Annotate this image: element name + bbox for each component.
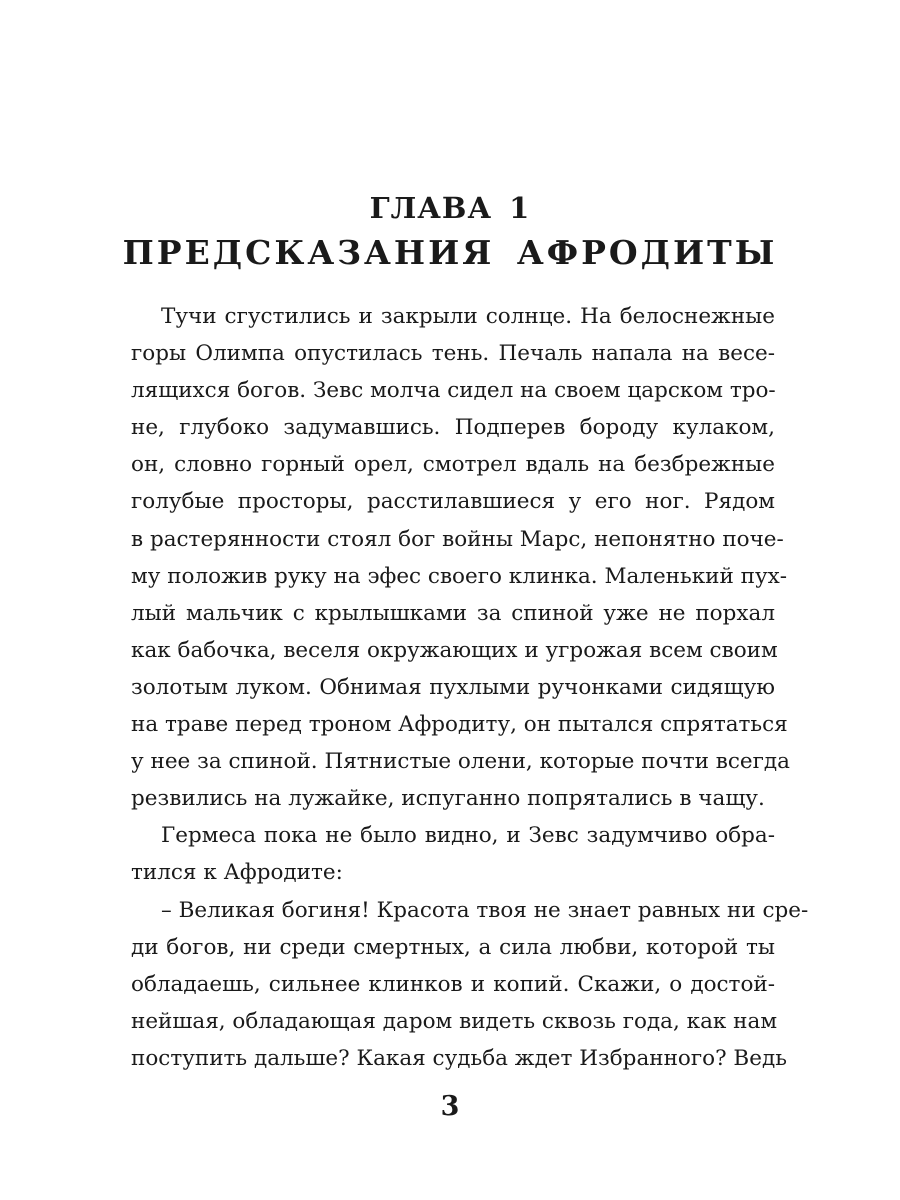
text-line: Тучи сгустились и закрыли солнце. На белоснежные bbox=[161, 304, 775, 329]
text-line: нейшая, обладающая даром видеть сквозь года, как нам bbox=[131, 1008, 778, 1034]
chapter-title: ПРЕДСКАЗАНИЯ АФРОДИТЫ bbox=[122, 233, 778, 272]
text-line: горы Олимпа опустилась тень. Печаль напала на весе- bbox=[131, 341, 775, 367]
text-line: тился к Афродите: bbox=[131, 860, 343, 886]
text-line: – Великая богиня! Красота твоя не знает равных ни сре- bbox=[161, 897, 809, 923]
text-line: в растерянности стоял бог войны Марс, непонятно поче- bbox=[131, 526, 784, 552]
text-line: он, словно горный орел, смотрел вдаль на безбрежные bbox=[131, 452, 775, 478]
text-line: золотым луком. Обнимая пухлыми ручонками сидящую bbox=[131, 674, 775, 700]
text-line: у нее за спиной. Пятнистые олени, которые почти всегда bbox=[131, 749, 790, 775]
text-line: не, глубоко задумавшись. Подперев бороду кулаком, bbox=[131, 415, 775, 441]
text-line: лящихся богов. Зевс молча сидел на своем царском тро- bbox=[131, 378, 776, 404]
text-line: лый мальчик с крылышками за спиной уже не порхал bbox=[131, 600, 775, 626]
text-line: ди богов, ни среди смертных, а сила любви, которой ты bbox=[131, 934, 775, 960]
text-line: поступить дальше? Какая судьба ждет Избранного? Ведь bbox=[131, 1045, 787, 1071]
body-text bbox=[131, 298, 809, 1077]
text-line: на траве перед троном Афродиту, он пытался спрятаться bbox=[131, 712, 788, 738]
text-line: Гермеса пока не было видно, и Зевс задумчиво обра- bbox=[161, 823, 775, 849]
text-line: му положив руку на эфес своего клинка. Маленький пух- bbox=[131, 563, 788, 589]
page-number: 3 bbox=[440, 1091, 460, 1122]
text-line: резвились на лужайке, испуганно попрятались в чащу. bbox=[131, 786, 765, 812]
chapter-number: ГЛАВА 1 bbox=[369, 191, 531, 225]
text-line: голубые просторы, расстилавшиеся у его ног. Рядом bbox=[131, 489, 775, 515]
text-line: обладаешь, сильнее клинков и копий. Скажи, о достой- bbox=[131, 971, 775, 997]
text-line: как бабочка, веселя окружающих и угрожая всем своим bbox=[131, 637, 778, 663]
